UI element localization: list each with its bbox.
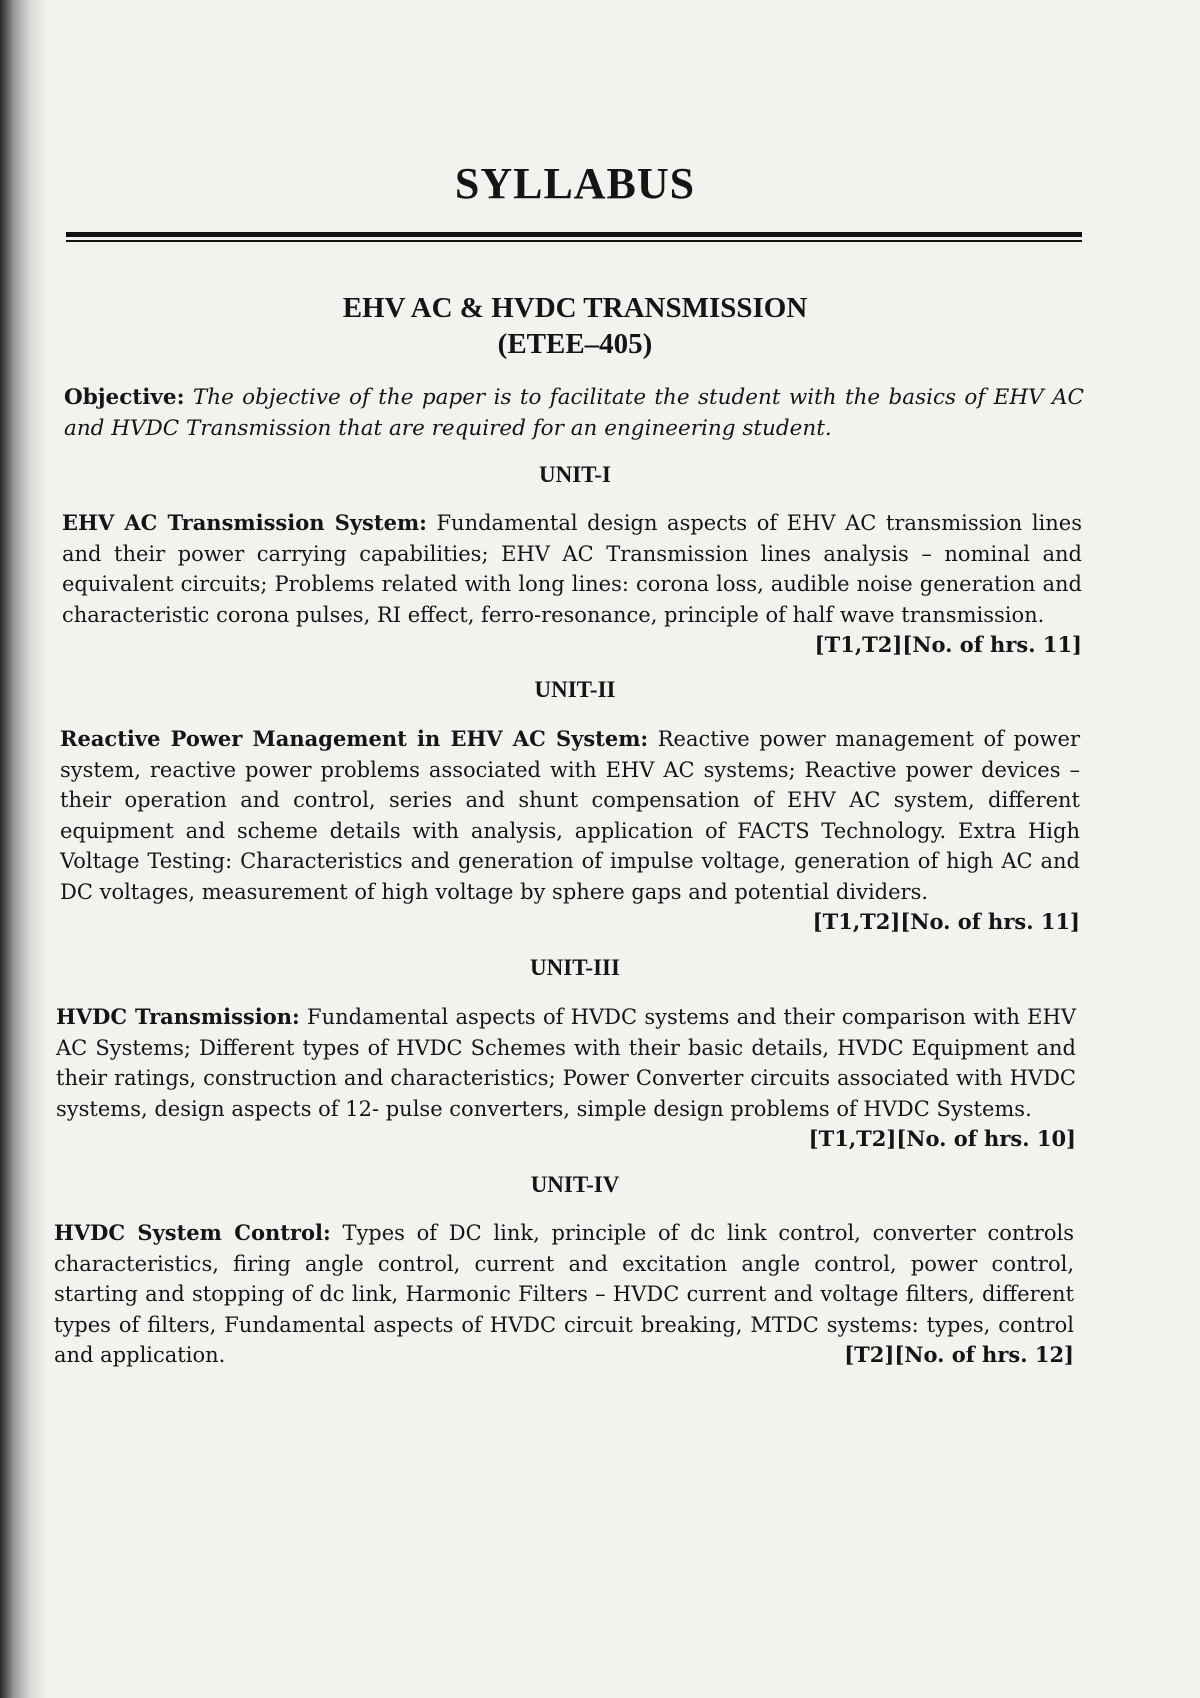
page-title: SYLLABUS <box>454 159 696 208</box>
unit-body-4 <box>54 1218 1074 1371</box>
objective-paragraph <box>64 382 1084 444</box>
unit-reference-4: [T2][No. of hrs. 12] <box>844 1342 1074 1367</box>
unit-body-2 <box>60 724 1080 938</box>
unit-body-1 <box>62 508 1082 661</box>
paper-title-block <box>0 290 1150 362</box>
unit-topic-1: EHV AC Transmission System: <box>62 510 427 535</box>
unit-topic-2: Reactive Power Management in EHV AC System: <box>60 726 649 751</box>
objective-text: The objective of the paper is to facilitate the student with the basics of EHV AC and HVDC Transmission that are required for an engineering student. <box>64 385 1084 441</box>
unit-reference-3: [T1,T2][No. of hrs. 10] <box>808 1126 1076 1151</box>
unit-topic-4: HVDC System Control: <box>54 1220 331 1245</box>
subject-code: (ETEE–405) <box>497 328 653 360</box>
subject-title: EHV AC & HVDC TRANSMISSION <box>342 292 808 324</box>
unit-reference-1: [T1,T2][No. of hrs. 11] <box>814 632 1082 657</box>
unit-text-1: Fundamental design aspects of EHV AC transmission lines and their power carrying capabilities; EHV AC Transmission lines analysis – nominal and equivalent circuits; Problems related with long lines: corona loss, audible noise generation and characteristic corona pulses, RI effect, ferro-resonance, principle of half wave transmission. <box>62 511 1082 627</box>
objective-label: Objective: <box>64 385 185 410</box>
unit-topic-3: HVDC Transmission: <box>56 1004 300 1029</box>
unit-text-4: Types of DC link, principle of dc link control, converter controls characteristics, firing angle control, current and excitation angle control, power control, starting and stopping of dc link, Harmonic Filters – HVDC current and voltage filters, different types of filters, Fundamental aspects of HVDC circuit breaking, MTDC systems: types, control and application. <box>54 1221 1074 1367</box>
unit-heading-2: UNIT-II <box>534 677 616 702</box>
title-rule-thin <box>66 240 1082 242</box>
unit-reference-2: [T1,T2][No. of hrs. 11] <box>812 909 1080 934</box>
unit-body-3 <box>56 1002 1076 1155</box>
title-rule-thick <box>66 232 1082 237</box>
unit-text-3: Fundamental aspects of HVDC systems and their comparison with EHV AC Systems; Different types of HVDC Schemes with their basic details, HVDC Equipment and their ratings, construction and characteristics; Power Converter circuits associated with HVDC systems, design aspects of 12- pulse converters, simple design problems of HVDC Systems. <box>56 1005 1076 1121</box>
unit-text-2: Reactive power management of power system, reactive power problems associated with EHV AC systems; Reactive power devices – their operation and control, series and shunt compensation of EHV AC system, different equipment and scheme details with analysis, application of FACTS Technology. Extra High Voltage Testing: Characteristics and generation of impulse voltage, generation of high AC and DC voltages, measurement of high voltage by sphere gaps and potential dividers. <box>60 727 1080 904</box>
unit-heading-1: UNIT-I <box>538 462 611 487</box>
unit-heading-3: UNIT-III <box>530 955 620 980</box>
unit-heading-4: UNIT-IV <box>530 1172 620 1197</box>
